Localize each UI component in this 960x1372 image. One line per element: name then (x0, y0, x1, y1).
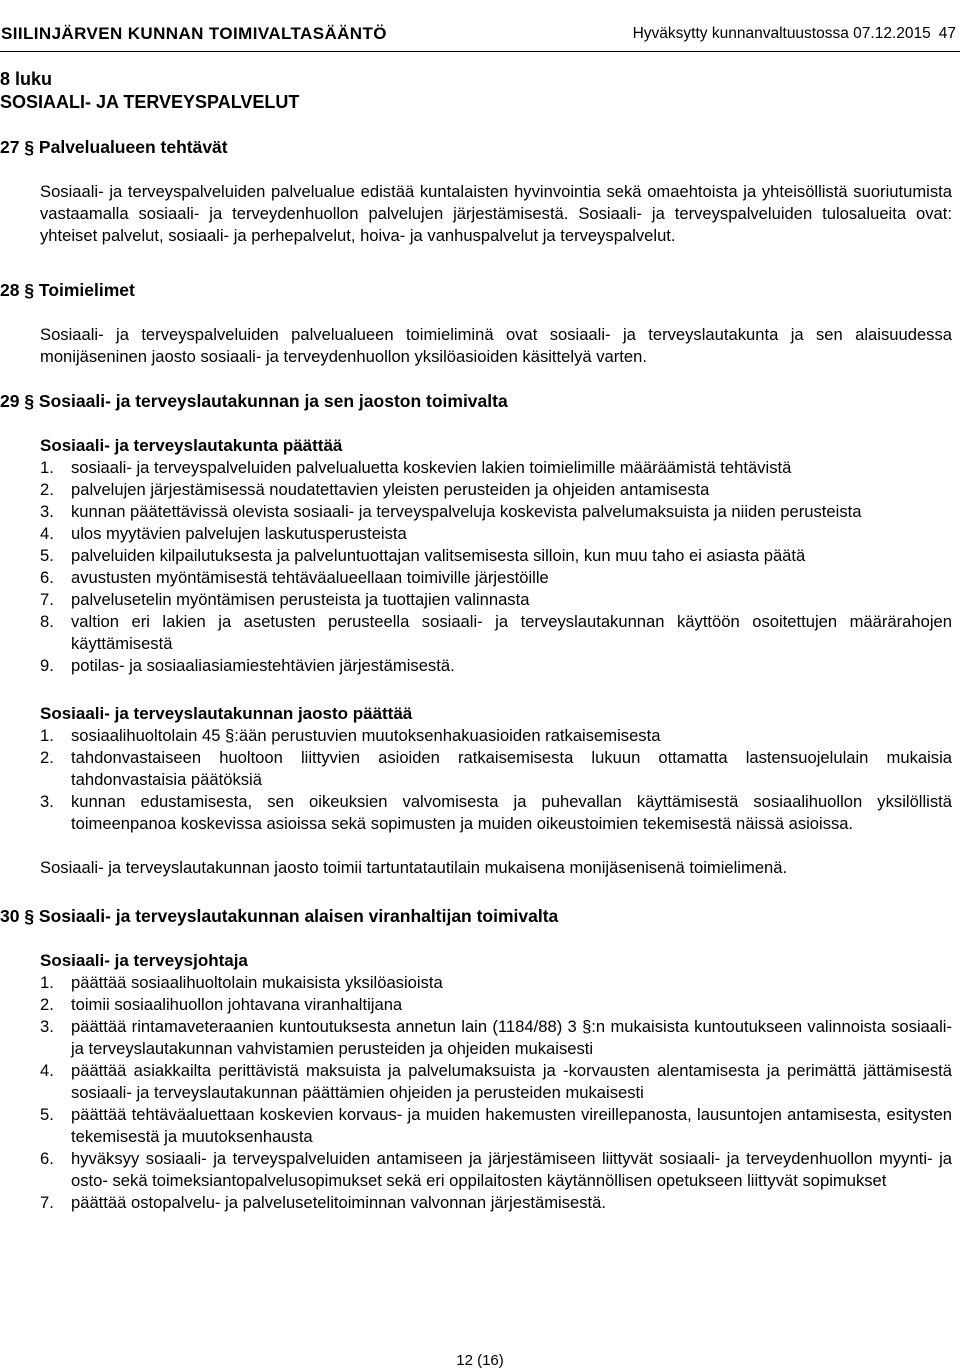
list-item (40, 545, 952, 567)
list-item (40, 479, 952, 501)
list-item-text: toimii sosiaalihuollon johtavana viranhaltijana (71, 995, 403, 1014)
list-item-number: 9. (40, 656, 54, 675)
list-item-number: 8. (40, 612, 54, 631)
list-item-text: hyväksyy sosiaali- ja terveyspalveluiden antamiseen ja järjestämiseen liittyvät sosiaali- ja terveydenhuollon myynti- ja osto- sekä toimeksiantopalvelusopimukset sekä eri oppilaitosten käytännöllisen opetukseen liittyvät sopimukset (71, 1149, 952, 1190)
list-item-text: päättää ostopalvelu- ja palvelusetelitoiminnan valvonnan järjestämisestä. (71, 1193, 607, 1212)
list-item-number: 5. (40, 1105, 54, 1124)
list-item-text: päättää sosiaalihuoltolain mukaisista yksilöasioista (71, 973, 443, 992)
chapter-title: SOSIAALI- JA TERVEYSPALVELUT (0, 92, 300, 112)
list-item-number: 3. (40, 502, 54, 521)
list-item-number: 2. (40, 480, 54, 499)
document-title: SIILINJÄRVEN KUNNAN TOIMIVALTASÄÄNTÖ (1, 24, 387, 43)
list-item-text: kunnan edustamisesta, sen oikeuksien valvomisesta ja puhevallan käyttämisestä sosiaalihuollon yksilöllistä toimeenpanoa koskevissa asioissa sekä sopimusten ja muiden oikeustoimien tekemisestä näissä asioissa. (71, 792, 952, 833)
list-item (40, 567, 952, 589)
list-item-number: 1. (40, 973, 54, 992)
list-item (40, 611, 952, 655)
list-item (40, 501, 952, 523)
list-item-number: 6. (40, 1149, 54, 1168)
list-item-text: päättää asiakkailta perittävistä maksuista ja palvelumaksuista ja -korvausten alentamisesta ja perimättä jättämisestä sosiaali- ja terveyslautakunnan päättämien ohjeiden ja perusteiden mukaisesti (71, 1061, 952, 1102)
list-item (40, 1016, 952, 1060)
list-item-number: 1. (40, 458, 54, 477)
section-27-title: 27 § Palvelualueen tehtävät (0, 137, 228, 157)
list-item-text: palveluiden kilpailutuksesta ja palveluntuottajan valitsemisesta silloin, kun muu taho ei asiasta päätä (71, 546, 806, 565)
list-item (40, 1192, 952, 1214)
list-item (40, 589, 952, 611)
list-item (40, 1104, 952, 1148)
list-item-number: 2. (40, 748, 54, 767)
section-28-text: Sosiaali- ja terveyspalveluiden palvelualueen toimieliminä ovat sosiaali- ja terveyslautakunta ja sen alaisuudessa monijäseninen jaosto sosiaali- ja terveydenhuollon yksilöasioiden käsittelyä varten. (40, 325, 952, 366)
list-item-number: 3. (40, 1017, 54, 1036)
list-item-text: potilas- ja sosiaaliasiamiestehtävien järjestämisestä. (71, 656, 455, 675)
list-item-number: 2. (40, 995, 54, 1014)
header-page-number: 47 (938, 25, 956, 42)
chapter-number: 8 luku (0, 69, 53, 89)
list-item-number: 5. (40, 546, 54, 565)
list-item-text: palvelujen järjestämisessä noudatettavien yleisten perusteiden ja ohjeiden antamisesta (71, 480, 710, 499)
list-item-text: sosiaalihuoltolain 45 §:ään perustuvien muutoksenhakuasioiden ratkaisemisesta (71, 726, 661, 745)
list-item-number: 4. (40, 524, 54, 543)
list-item-text: valtion eri lakien ja asetusten perusteella sosiaali- ja terveyslautakunnan käyttöön osoitettujen määrärahojen käyttämisestä (71, 612, 952, 653)
list-item-text: ulos myytävien palvelujen laskutusperusteista (71, 524, 407, 543)
list-item (40, 1060, 952, 1104)
approval-info (633, 25, 956, 43)
list-item (40, 655, 952, 677)
list-item-text: päättää rintamaveteraanien kuntoutuksesta annetun lain (1184/88) 3 §:n mukaisista kuntoutukseen valinnoista sosiaali- ja terveyslautakunnan vahvistamien perusteiden ja ohjeiden mukaisesti (71, 1017, 952, 1058)
list-item-text: kunnan päätettävissä olevista sosiaali- ja terveyspalveluja koskevista palvelumaksuista ja niiden perusteista (71, 502, 862, 521)
list-item (40, 725, 952, 747)
list-item (40, 457, 952, 479)
list-item-text: sosiaali- ja terveyspalveluiden palvelualuetta koskevien lakien toimielimille määräämistä tehtävistä (71, 458, 792, 477)
list-item-text: palvelusetelin myöntämisen perusteista ja tuottajien valinnasta (71, 590, 530, 609)
section-30-title: 30 § Sosiaali- ja terveyslautakunnan alaisen viranhaltijan toimivalta (0, 906, 559, 926)
approval-date: Hyväksytty kunnanvaltuustossa 07.12.2015 (632, 25, 931, 42)
list-item-number: 7. (40, 1193, 54, 1212)
list-item (40, 994, 952, 1016)
subcommittee-decisions-list (40, 725, 952, 835)
footer-page-number: 12 (16) (456, 1352, 504, 1369)
list-item-number: 1. (40, 726, 54, 745)
board-decisions-list (40, 457, 952, 677)
section-29-title: 29 § Sosiaali- ja terveyslautakunnan ja sen jaoston toimivalta (0, 391, 508, 411)
page-footer (0, 1352, 960, 1369)
list-item (40, 523, 952, 545)
list-item (40, 1148, 952, 1192)
list-item-number: 6. (40, 568, 54, 587)
section-27-text: Sosiaali- ja terveyspalveluiden palvelualue edistää kuntalaisten hyvinvointia sekä omaehtoista ja yhteisöllistä suoriutumista vastaamalla sosiaali- ja terveydenhuollon palvelujen järjestämisestä. Sosiaali- ja terveyspalveluiden tulosalueita ovat: yhteiset palvelut, sosiaali- ja perhepalvelut, hoiva- ja vanhuspalvelut ja terveyspalvelut. (40, 182, 952, 245)
page-header (0, 20, 960, 50)
subcommittee-heading: Sosiaali- ja terveyslautakunnan jaosto päättää (40, 704, 413, 723)
list-item-text: avustusten myöntämisestä tehtäväalueellaan toimiville järjestöille (71, 568, 549, 587)
list-item (40, 972, 952, 994)
director-duties-list (40, 972, 952, 1214)
header-rule (0, 51, 960, 52)
director-heading: Sosiaali- ja terveysjohtaja (40, 951, 248, 970)
subcommittee-note: Sosiaali- ja terveyslautakunnan jaosto toimii tartuntatautilain mukaisena monijäsenisenä toimielimenä. (40, 858, 788, 877)
board-heading: Sosiaali- ja terveyslautakunta päättää (40, 436, 343, 455)
list-item-number: 4. (40, 1061, 54, 1080)
list-item-number: 3. (40, 792, 54, 811)
list-item-text: päättää tehtäväaluettaan koskevien korvaus- ja muiden hakemusten vireillepanosta, lausuntojen antamisesta, esitysten tekemisestä ja muutoksenhausta (71, 1105, 952, 1146)
section-28-title: 28 § Toimielimet (0, 280, 135, 300)
list-item-text: tahdonvastaiseen huoltoon liittyvien asioiden ratkaisemisesta lukuun ottamatta lastensuojelulain mukaisia tahdonvastaisia päätöksiä (71, 748, 952, 789)
list-item-number: 7. (40, 590, 54, 609)
list-item (40, 747, 952, 791)
list-item (40, 791, 952, 835)
document-body (0, 66, 952, 1214)
